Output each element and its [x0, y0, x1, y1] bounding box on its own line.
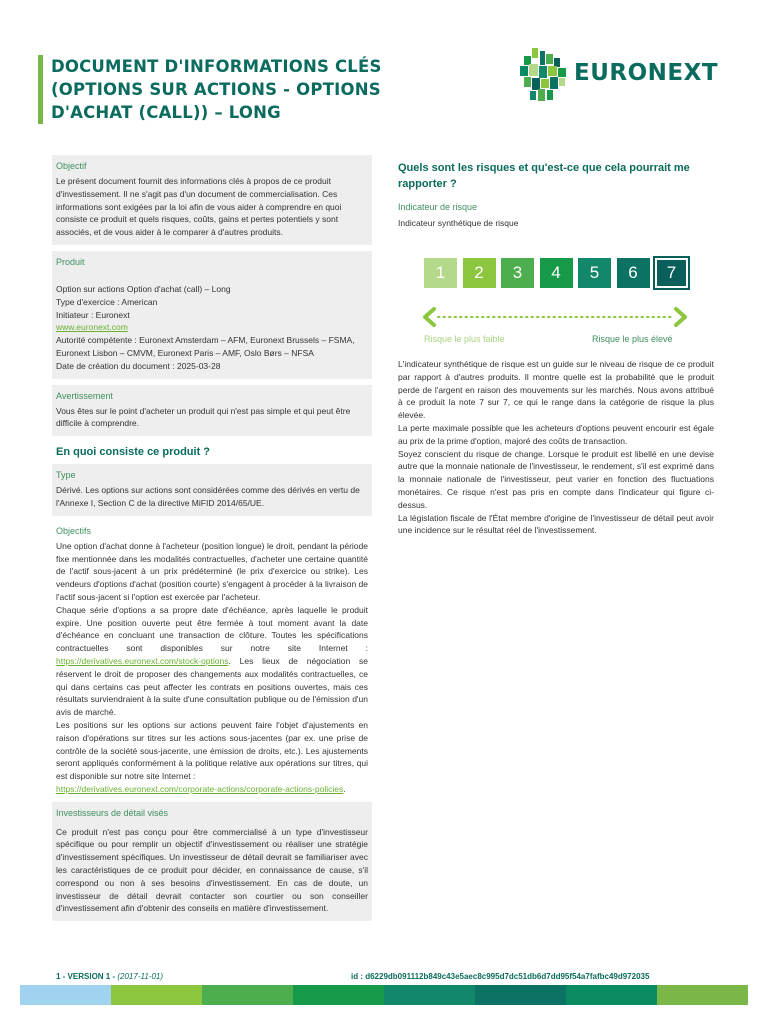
objectifs-box	[52, 538, 372, 802]
type-text: Dérivé. Les options sur actions sont considérées comme des dérivés en vertu de l'Annexe I, Section C de la directive MiFID 2014/65/UE.	[52, 482, 372, 516]
stripe-segment	[111, 985, 202, 1005]
stock-options-link[interactable]: https://derivatives.euronext.com/stock-options	[56, 655, 229, 666]
euronext-link[interactable]: www.euronext.com	[56, 322, 128, 333]
investisseurs-label: Investisseurs de détail visés	[52, 802, 372, 820]
initiator: Initiateur : Euronext	[56, 309, 130, 320]
indicator-sub: Indicateur synthétique de risque	[398, 218, 519, 228]
competent-authority: Autorité compétente : Euronext Amsterdam – AFM, Euronext Brussels – FSMA, Euronext Lisbon – CMVM, Euronext Paris – AMF, Oslo Børs – NFSA	[56, 335, 355, 358]
objectif-label: Objectif	[52, 155, 372, 173]
document-title-block	[38, 55, 398, 124]
objectifs-paragraph-3: Les positions sur les options sur actions peuvent faire l'objet d'ajustements en raison d'opérations sur titres sur les actions sous-jacentes (par ex. une prise de contrôle de la société sous-jacente, une émission de droits, etc.). Les ajustements seront appliqués conformément à la politique relative aux opérations sur titres, qui est disponible sur notre site Internet : https://derivatives.euronext.com/corporate-actions/corporate-actions-policies.	[56, 719, 368, 794]
risk-level-3: 3	[501, 258, 534, 288]
risques-paragraph-2: La perte maximale possible que les acheteurs d'options peuvent encourir est égale au prix de la prime d'option, majoré des coûts de transaction.	[398, 422, 714, 446]
risques-paragraph-1: L'indicateur synthétique de risque est un guide sur le niveau de risque de ce produit par rapport à d'autres produits. Il montre quelle est la probabilité que le produit perde de l'argent en raison des mouvements sur les marchés. Nous avons attribué à ce produit la note 7 sur 7, ce qui le range dans la catégorie de risque la plus élevée.	[398, 359, 714, 421]
stripe-segment	[202, 985, 293, 1005]
risk-level-7: 7	[655, 258, 688, 288]
produit-label: Produit	[52, 251, 372, 269]
euronext-logo-text: EURONEXT	[574, 60, 719, 86]
euronext-logo	[518, 48, 719, 104]
stripe-segment	[293, 985, 384, 1005]
type-label: Type	[52, 464, 372, 482]
corporate-actions-link[interactable]: https://derivatives.euronext.com/corporate-actions/corporate-actions-policies	[56, 783, 344, 794]
stripe-segment	[566, 985, 657, 1005]
document-title: DOCUMENT D'INFORMATIONS CLÉS (OPTIONS SUR ACTIONS - OPTIONS D'ACHAT (CALL)) – LONG	[51, 57, 382, 122]
objectifs-paragraph-1: Une option d'achat donne à l'acheteur (position longue) le droit, pendant la période fixe mentionnée dans les modalités contractuelles, d'acheter une certaine quantité de l'actif sous-jacent à un prix prédéterminé (le prix d'exercice ou strike). Les vendeurs d'options d'achat (position courte) s'engagent à procéder à la livraison de l'actif sous-jacent si l'option est exercée par l'acheteur.	[56, 540, 369, 602]
left-column	[52, 155, 372, 921]
objectif-text: Le présent document fournit des informations clés à propos de ce produit d'investissement. Il ne s'agit pas d'un document de commercialisation. Ces informations sont exigées par la loi afin de vous aider à comprendre en quoi consiste ce produit et quels risques, coûts, gains et pertes potentiels y sont associés, et de vous aider à le comparer à d'autres produits.	[52, 173, 372, 245]
risk-level-5: 5	[578, 258, 611, 288]
right-column	[396, 160, 716, 536]
stripe-segment	[384, 985, 475, 1005]
stripe-segment	[657, 985, 748, 1005]
footer-version: 1 - VERSION 1 - (2017-11-01)	[56, 972, 164, 981]
stripe-segment	[20, 985, 111, 1005]
risk-arrow	[420, 306, 690, 328]
produit-box	[52, 269, 372, 379]
footer-color-stripe	[20, 985, 748, 1005]
objectifs-paragraph-2: Chaque série d'options a sa propre date d'échéance, après laquelle le produit expire. Une position ouverte peut être fermée à tout moment avant la date d'échéance en concluant une transaction de clôture. Toutes les spécifications contractuelles sont disponibles sur notre site Internet : https://derivatives.euronext.com/stock-options. Les lieux de négociation se réservent le droit de proposer des changements aux modalités contractuelles, ce qui dans certains cas peut affecter les contrats en positions ouvertes, mais ces résultats surviendraient à la suite d'une consultation publique ou de l'émission d'un avis de marché.	[56, 604, 368, 718]
en-quoi-heading: En quoi consiste ce produit ?	[56, 446, 211, 459]
risques-heading: Quels sont les risques et qu'est-ce que cela pourrait me rapporter ?	[398, 162, 690, 190]
risk-low-label: Risque le plus faible	[424, 334, 505, 344]
avertissement-label: Avertissement	[52, 385, 372, 403]
risk-level-2: 2	[463, 258, 496, 288]
exercise-type: Type d'exercice : American	[56, 296, 158, 307]
objectifs-label: Objectifs	[56, 525, 92, 536]
risques-paragraph-4: La législation fiscale de l'État membre d'origine de l'investisseur de détail peut avoir une incidence sur le résultat réel de l'investissement.	[398, 512, 714, 536]
produit-name: Option sur actions Option d'achat (call) – Long	[56, 283, 231, 294]
risk-level-1: 1	[424, 258, 457, 288]
risk-level-6: 6	[617, 258, 650, 288]
avertissement-text: Vous êtes sur le point d'acheter un produit qui n'est pas simple et qui peut être difficile à comprendre.	[52, 403, 372, 437]
indicator-label: Indicateur de risque	[398, 202, 478, 212]
investisseurs-text: Ce produit n'est pas conçu pour être commercialisé à un type d'investisseur spécifique ou pour remplir un objectif d'investissement ou réaliser une stratégie d'investissement spécifiques. Un investisseur de détail devrait se familiariser avec les caractéristiques de ce produit pour décider, en connaissance de cause, s'il correspond ou non à ses besoins d'investissement. En cas de doute, un investisseur de détail devrait contacter son courtier ou son conseiller d'investissement afin d'obtenir des conseils en matière d'investissement.	[52, 820, 372, 922]
creation-date: Date de création du document : 2025-03-28	[56, 360, 221, 371]
risques-paragraph-3: Soyez conscient du risque de change. Lorsque le produit est libellé en une devise autre que la monnaie nationale de l'investisseur, le rendement, s'il est exprimé dans la monnaie nationale de l'investisseur, peut varier en fonction des fluctuations monétaires. Ce risque n'est pas pris en compte dans l'indicateur qui figure ci-dessus.	[398, 448, 714, 510]
footer-id: id : d6229db091112b849c43e5aec8c995d7dc51db6d7dd95f54a7fafbc49d972035	[351, 972, 650, 981]
risk-high-label: Risque le plus élevé	[592, 334, 673, 344]
euronext-logo-mark	[518, 48, 570, 102]
risk-scale	[424, 258, 694, 288]
risques-body	[398, 358, 714, 537]
risk-level-4: 4	[540, 258, 573, 288]
stripe-segment	[475, 985, 566, 1005]
